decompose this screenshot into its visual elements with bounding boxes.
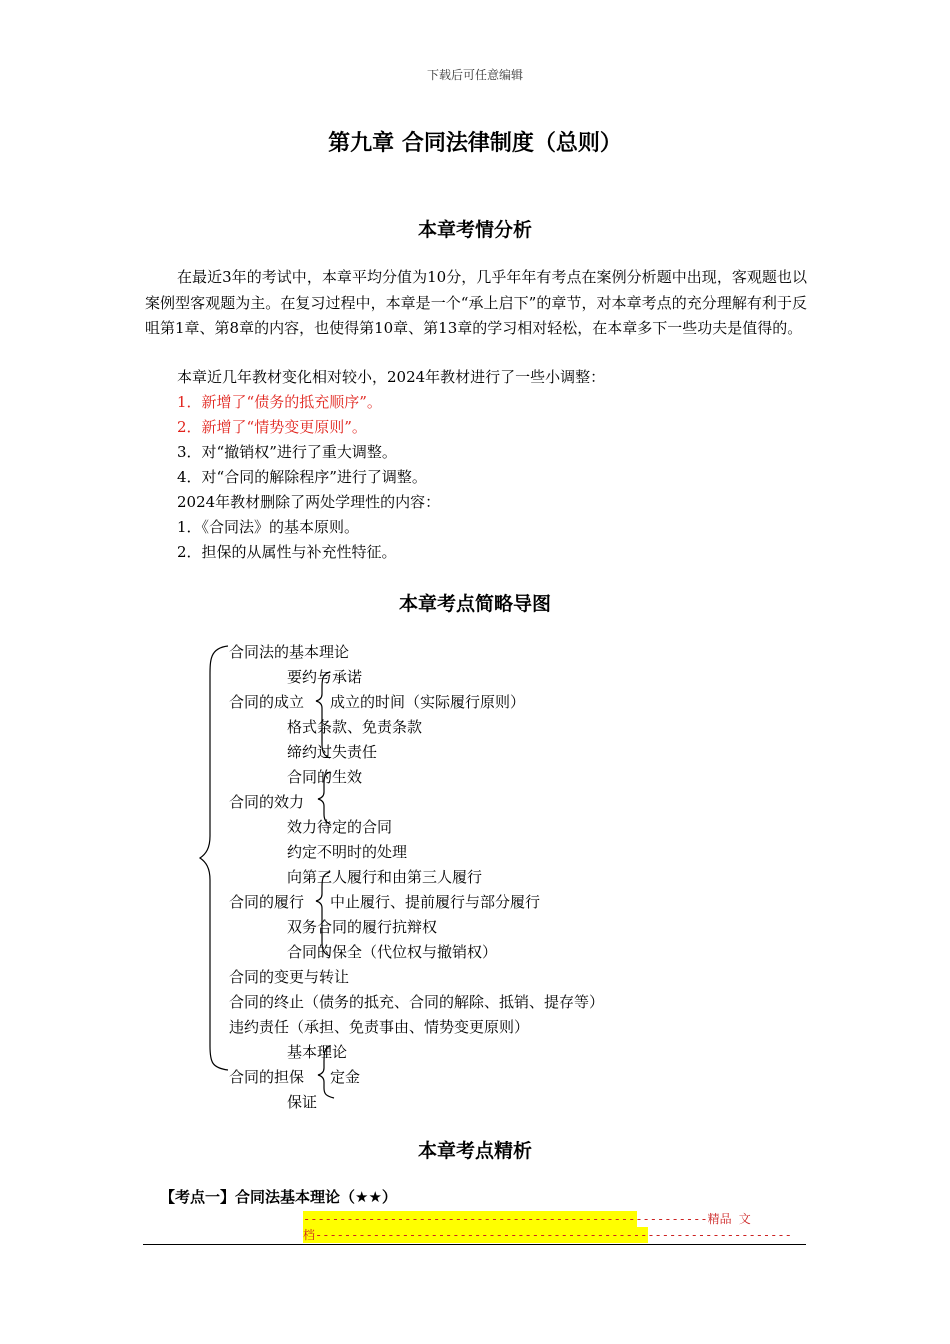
map-node-preservation: 合同的保全（代位权与撤销权） xyxy=(287,943,498,961)
exam-analysis-heading: 本章考情分析 xyxy=(417,219,532,241)
map-node-termination: 合同的终止（债务的抵充、合同的解除、抵销、提存等） xyxy=(229,993,605,1011)
map-node-deposit: 定金 xyxy=(330,1068,361,1086)
footer-rule xyxy=(143,1244,806,1245)
change-item-3: 3．对“撤销权”进行了重大调整。 xyxy=(177,443,397,461)
map-node-offer-acceptance: 要约与承诺 xyxy=(287,668,363,686)
change-item-1: 1．新增了“债务的抵充顺序”。 xyxy=(177,393,382,411)
map-node-pending-validity: 效力待定的合同 xyxy=(287,818,393,836)
footer-highlight-line1: --------------------------------------------------------精品 文 xyxy=(303,1212,751,1226)
mind-map-heading: 本章考点简略导图 xyxy=(398,593,551,615)
map-node-unclear-terms: 约定不明时的处理 xyxy=(287,843,408,861)
key-point-title: 【考点一】合同法基本理论（★★） xyxy=(160,1188,397,1206)
map-node-modification: 合同的变更与转让 xyxy=(229,968,350,986)
map-node-guarantee: 合同的担保 xyxy=(229,1068,305,1086)
exam-analysis-paragraph: 在最近3年的考试中，本章平均分值为10分，几乎年年有考点在案例分析题中出现，客观题也以案例型客观题为主。在复习过程中，本章是一个“承上启下”的章节，对本章考点的充分理解有利于反咀第1章、第8章的内容，也使得第10章、第13章的学习相对轻松，在本章多下一些功夫是值得的。 xyxy=(145,268,807,337)
map-node-formation-time: 成立的时间（实际履行原则） xyxy=(330,693,526,711)
map-node-guarantee-theory: 基本理论 xyxy=(287,1043,348,1061)
map-node-suretyship: 保证 xyxy=(287,1093,318,1111)
map-node-standard-terms: 格式条款、免责条款 xyxy=(287,718,423,736)
deletion-item-1: 1．《合同法》的基本原则。 xyxy=(177,518,360,536)
map-node-basic-theory: 合同法的基本理论 xyxy=(229,643,350,661)
deletion-intro: 2024年教材删除了两处学理性的内容： xyxy=(177,493,441,511)
chapter-title: 第九章 合同法律制度（总则） xyxy=(328,131,622,156)
map-node-liability: 违约责任（承担、免责事由、情势变更原则） xyxy=(229,1018,530,1036)
footer-highlight-line2: 档------------------------------------------------------------------ xyxy=(303,1228,792,1242)
map-node-suspension: 中止履行、提前履行与部分履行 xyxy=(330,893,541,911)
map-node-formation: 合同的成立 xyxy=(229,693,305,711)
analysis-heading: 本章考点精析 xyxy=(417,1140,532,1162)
map-node-entry-into-force: 合同的生效 xyxy=(287,768,363,786)
change-item-4: 4．对“合同的解除程序”进行了调整。 xyxy=(177,468,427,486)
map-node-validity: 合同的效力 xyxy=(229,793,305,811)
map-node-third-party: 向第三人履行和由第三人履行 xyxy=(287,868,483,886)
textbook-change-intro: 本章近几年教材变化相对较小，2024年教材进行了一些小调整： xyxy=(177,368,606,386)
main-brace xyxy=(200,646,228,1070)
map-node-defense: 双务合同的履行抗辩权 xyxy=(287,918,438,936)
deletion-item-2: 2．担保的从属性与补充性特征。 xyxy=(177,543,397,561)
map-node-performance: 合同的履行 xyxy=(229,893,305,911)
map-node-culpa: 缔约过失责任 xyxy=(287,743,378,761)
header-note: 下载后可任意编辑 xyxy=(426,68,523,82)
change-item-2: 2．新增了“情势变更原则”。 xyxy=(177,418,367,436)
